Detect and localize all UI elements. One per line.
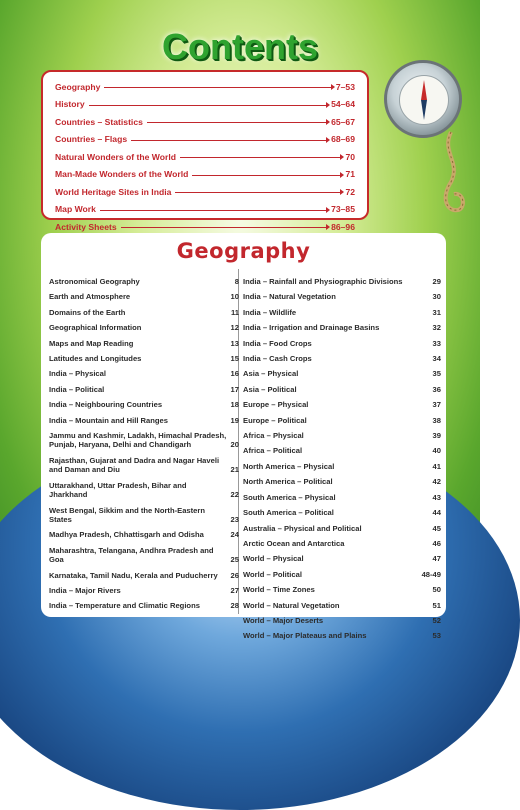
geography-entry-page: 18 — [230, 400, 239, 410]
geography-entry[interactable] — [49, 292, 239, 301]
geography-entry[interactable] — [243, 462, 441, 471]
geography-entry-label: India – Wildlife — [243, 307, 297, 317]
geography-entry-page: 51 — [432, 600, 441, 610]
geography-entry-page: 12 — [230, 323, 239, 333]
geography-entry[interactable] — [49, 416, 239, 425]
geography-entry[interactable] — [49, 323, 239, 332]
geography-entry-page: 29 — [432, 277, 441, 286]
toc-item-pages: 73–85 — [331, 204, 355, 215]
geography-entry-label: Rajasthan, Gujarat and Dadra and Nagar Haveli and Daman and Diu — [49, 455, 220, 475]
geography-entry[interactable] — [243, 323, 441, 332]
geography-entry-label: Africa – Physical — [243, 431, 304, 441]
geography-entry-page: 52 — [432, 615, 441, 625]
geography-heading: Geography — [176, 239, 311, 263]
geography-entry-label: Latitudes and Longitudes — [49, 354, 142, 364]
toc-item[interactable] — [55, 131, 355, 149]
geography-entry[interactable] — [49, 456, 239, 475]
geography-right-column — [243, 277, 441, 647]
rope-icon — [436, 132, 466, 232]
geography-entry-page: 24 — [230, 530, 239, 540]
geography-entry[interactable] — [243, 554, 441, 563]
geography-entry-page: 44 — [432, 508, 441, 518]
geography-entry-label: India – Food Crops — [243, 338, 312, 348]
geography-entry-label: India – Cash Crops — [243, 354, 312, 364]
geography-entry-page: 36 — [432, 384, 441, 394]
geography-entry[interactable] — [243, 277, 441, 286]
geography-entry-label: Karnataka, Tamil Nadu, Kerala and Puducherry — [49, 570, 218, 580]
geography-entry-page: 39 — [432, 431, 441, 441]
toc-item[interactable] — [55, 113, 355, 131]
geography-entry[interactable] — [243, 570, 441, 579]
toc-item-pages: 65–67 — [331, 116, 355, 127]
geography-entry-label: Arctic Ocean and Antarctica — [243, 538, 345, 548]
geography-entry-page: 20 — [230, 440, 239, 450]
geography-entry-label: India – Neighbouring Countries — [49, 400, 163, 410]
geography-entry[interactable] — [243, 446, 441, 455]
geography-entry[interactable] — [243, 339, 441, 348]
geography-entry-label: World – Natural Vegetation — [243, 600, 340, 610]
geography-entry-label: Europe – Physical — [243, 400, 309, 410]
toc-item-pages: 71 — [345, 169, 355, 180]
geography-entry-page: 16 — [230, 369, 239, 379]
geography-entry-page: 46 — [432, 538, 441, 548]
geography-entry-label: Astronomical Geography — [49, 277, 140, 286]
geography-entry[interactable] — [49, 277, 239, 286]
geography-entry-page: 41 — [432, 461, 441, 471]
geography-entry-page: 11 — [230, 307, 239, 317]
toc-leader-arrow — [131, 140, 327, 141]
geography-entry-page: 31 — [432, 307, 441, 317]
toc-item-pages: 86–96 — [331, 221, 355, 232]
geography-entry-label: India – Irrigation and Drainage Basins — [243, 323, 380, 333]
geography-entry[interactable] — [49, 385, 239, 394]
geography-entry-label: North America – Physical — [243, 461, 335, 471]
geography-entry-page: 17 — [230, 384, 239, 394]
geography-entry-page: 8 — [234, 277, 239, 286]
geography-entry-page: 27 — [230, 585, 239, 595]
geography-entry-page: 37 — [432, 400, 441, 410]
geography-entry[interactable] — [49, 530, 239, 539]
geography-entry[interactable] — [243, 477, 441, 486]
geography-entry[interactable] — [243, 354, 441, 363]
geography-entry-page: 22 — [230, 490, 239, 500]
geography-entry[interactable] — [49, 431, 239, 450]
toc-item-label: Geography — [55, 81, 101, 92]
geography-entry-label: India – Major Rivers — [49, 585, 121, 595]
geography-entry-label: World – Physical — [243, 554, 304, 564]
compass-needle-south — [421, 100, 427, 120]
geography-entry[interactable] — [49, 308, 239, 317]
geography-entry-page: 50 — [432, 585, 441, 595]
toc-leader-arrow — [100, 210, 327, 211]
geography-panel — [41, 233, 446, 641]
geography-entry-label: India – Mountain and Hill Ranges — [49, 415, 168, 425]
geography-entry[interactable] — [49, 481, 239, 500]
toc-leader-arrow — [104, 87, 332, 88]
geography-entry[interactable] — [243, 601, 441, 610]
geography-entry-label: Uttarakhand, Uttar Pradesh, Bihar and Jharkhand — [49, 480, 187, 500]
geography-entry[interactable] — [243, 292, 441, 301]
geography-entry[interactable] — [243, 585, 441, 594]
geography-entry[interactable] — [49, 369, 239, 378]
geography-entry[interactable] — [243, 508, 441, 517]
geography-entry-page: 25 — [230, 555, 239, 565]
geography-entry-page: 43 — [432, 492, 441, 502]
toc-item-pages: 54–64 — [331, 99, 355, 110]
toc-item-pages: 7–53 — [335, 81, 355, 92]
geography-entry-label: West Bengal, Sikkim and the North-Eastern States — [49, 505, 205, 524]
geography-entry-label: Madhya Pradesh, Chhattisgarh and Odisha — [49, 530, 204, 540]
geography-entry[interactable] — [49, 354, 239, 363]
toc-item-label: Natural Wonders of the World — [55, 151, 176, 162]
toc-item-label: History — [55, 99, 85, 110]
toc-leader-arrow — [147, 122, 327, 123]
geography-entry-page: 42 — [432, 477, 441, 487]
geography-left-column — [49, 277, 239, 617]
geography-entry-label: South America – Physical — [243, 492, 336, 502]
toc-leader-arrow — [175, 192, 341, 193]
geography-entry-label: India – Political — [49, 384, 105, 394]
geography-entry-page: 32 — [432, 323, 441, 333]
geography-entry[interactable] — [243, 400, 441, 409]
geography-entry-label: Europe – Political — [243, 415, 307, 425]
geography-entry-page: 45 — [432, 523, 441, 533]
geography-entry-page: 34 — [432, 354, 441, 364]
toc-item-pages: 70 — [345, 151, 355, 162]
geography-entry-label: Domains of the Earth — [49, 307, 126, 317]
toc-item-label: World Heritage Sites in India — [55, 186, 172, 197]
geography-entry-label: Maps and Map Reading — [49, 338, 134, 348]
toc-item[interactable] — [55, 148, 355, 166]
geography-entry-label: World – Political — [243, 569, 302, 579]
geography-entry-label: India – Physical — [49, 369, 106, 379]
geography-entry[interactable] — [243, 539, 441, 548]
geography-entry-page: 40 — [432, 446, 441, 456]
geography-entry-page: 15 — [230, 354, 239, 364]
geography-entry[interactable] — [243, 431, 441, 440]
geography-entry-page: 21 — [230, 465, 239, 475]
geography-entry-label: North America – Political — [243, 477, 333, 487]
geography-entry-page: 35 — [432, 369, 441, 379]
geography-entry-label: Asia – Political — [243, 384, 297, 394]
geography-entry[interactable] — [49, 506, 239, 525]
geography-entry-page: 47 — [432, 554, 441, 564]
geography-entry-page: 23 — [230, 514, 239, 524]
geography-entry-page: 53 — [432, 631, 441, 641]
geography-entry[interactable] — [49, 601, 239, 610]
toc-item-label: Map Work — [55, 204, 96, 215]
geography-entry-label: Africa – Political — [243, 446, 303, 456]
geography-entry[interactable] — [243, 308, 441, 317]
geography-entry[interactable] — [243, 524, 441, 533]
toc-item[interactable] — [55, 78, 355, 96]
geography-entry-label: World – Major Plateaus and Plains — [243, 631, 367, 641]
compass-face — [399, 75, 449, 125]
geography-entry-page: 19 — [230, 415, 239, 425]
geography-entry[interactable] — [243, 631, 441, 640]
geography-entry-label: Maharashtra, Telangana, Andhra Pradesh and Goa — [49, 545, 214, 565]
geography-entry-label: World – Time Zones — [243, 585, 315, 595]
toc-item-label: Countries – Statistics — [55, 116, 143, 127]
geography-entry-label: India – Rainfall and Physiographic Divisions — [243, 277, 403, 286]
geography-entry[interactable] — [243, 369, 441, 378]
geography-entry-label: Earth and Atmosphere — [49, 292, 131, 302]
toc-item-label: Activity Sheets — [55, 221, 117, 232]
toc-leader-arrow — [180, 157, 341, 158]
toc-item-pages: 68–69 — [331, 134, 355, 145]
geography-entry-page: 28 — [230, 601, 239, 611]
geography-entry-label: World – Major Deserts — [243, 615, 324, 625]
geography-entry[interactable] — [243, 616, 441, 625]
geography-entry[interactable] — [243, 416, 441, 425]
geography-entry[interactable] — [49, 571, 239, 580]
toc-item[interactable] — [55, 183, 355, 201]
compass-icon — [384, 60, 462, 138]
page-title: Contents — [162, 26, 318, 67]
geography-entry-page: 26 — [230, 570, 239, 580]
geography-entry-page: 13 — [230, 338, 239, 348]
geography-entry[interactable] — [243, 493, 441, 502]
toc-item-pages: 72 — [345, 186, 355, 197]
toc-leader-arrow — [192, 175, 341, 176]
geography-entry-page: 10 — [230, 292, 239, 302]
geography-entry-label: Geographical Information — [49, 323, 142, 333]
geography-entry-label: India – Natural Vegetation — [243, 292, 336, 302]
toc-item[interactable] — [55, 201, 355, 219]
toc-box — [41, 70, 369, 232]
geography-entry[interactable] — [49, 586, 239, 595]
toc-leader-arrow — [89, 105, 327, 106]
geography-entry-page: 30 — [432, 292, 441, 302]
geography-entry-page: 38 — [432, 415, 441, 425]
toc-item-label: Man-Made Wonders of the World — [55, 169, 189, 180]
compass-needle-north — [421, 80, 427, 100]
geography-entry[interactable] — [49, 546, 239, 565]
geography-entry-label: Asia – Physical — [243, 369, 299, 379]
geography-entry[interactable] — [49, 339, 239, 348]
toc-item[interactable] — [55, 166, 355, 184]
geography-entry[interactable] — [243, 385, 441, 394]
geography-entry-label: India – Temperature and Climatic Regions — [49, 601, 200, 611]
geography-entry-label: Australia – Physical and Political — [243, 523, 362, 533]
geography-entry-label: South America – Political — [243, 508, 334, 518]
geography-entry-page: 48-49 — [421, 569, 441, 579]
toc-item-label: Countries – Flags — [55, 134, 128, 145]
toc-leader-arrow — [121, 227, 327, 228]
geography-entry-page: 33 — [432, 338, 441, 348]
geography-entry[interactable] — [49, 400, 239, 409]
geography-entry-label: Jammu and Kashmir, Ladakh, Himachal Pradesh, Punjab, Haryana, Delhi and Chandigarh — [49, 431, 227, 450]
toc-item[interactable] — [55, 96, 355, 114]
